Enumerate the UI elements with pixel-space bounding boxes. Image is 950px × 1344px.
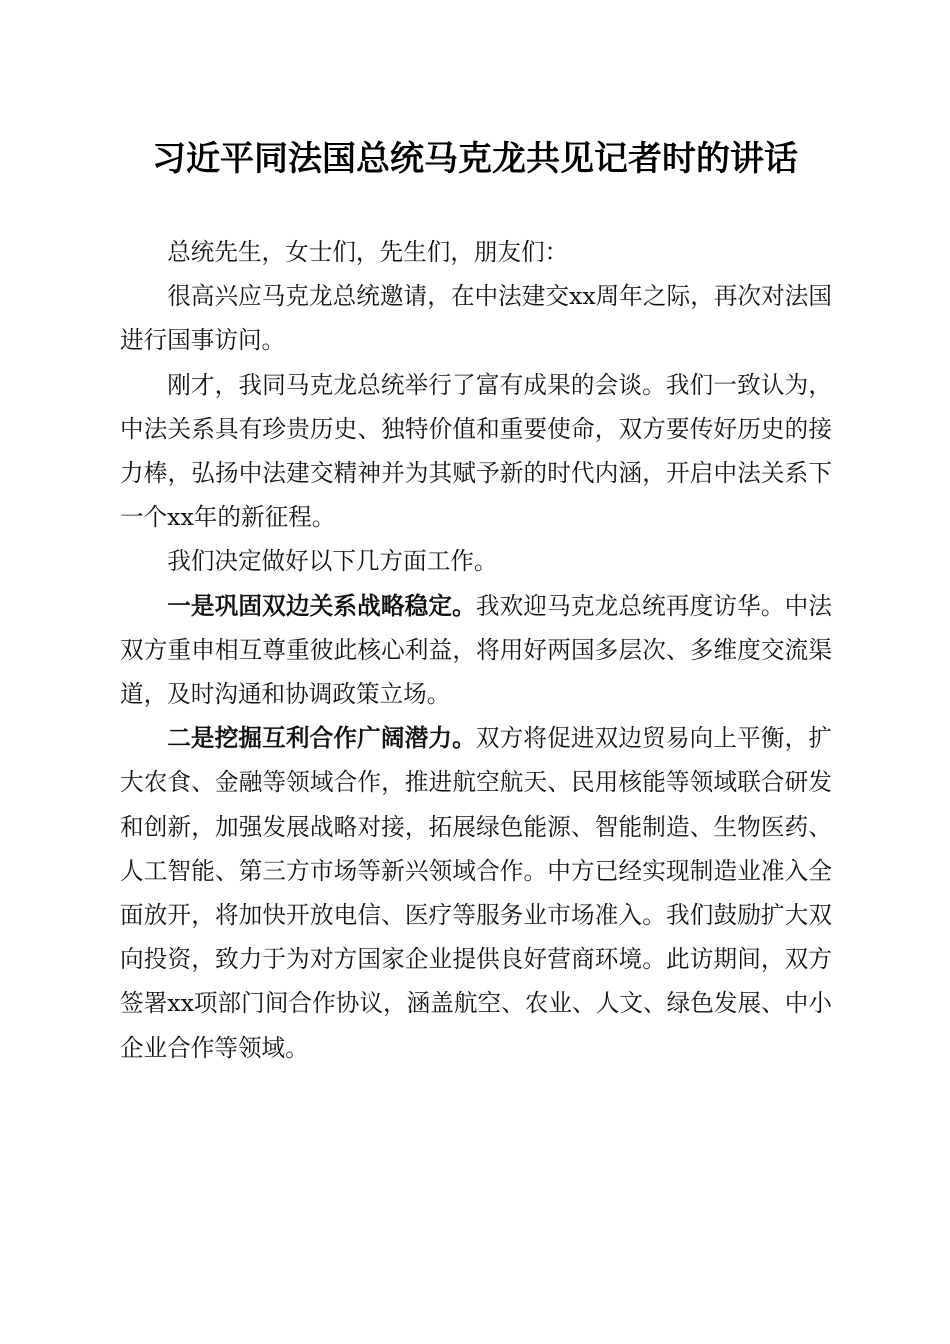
paragraph-lead: 一是巩固双边关系战略稳定。 <box>167 591 476 620</box>
paragraph-text: 我们决定做好以下几方面工作。 <box>167 547 498 576</box>
paragraph-greeting <box>120 230 832 274</box>
paragraph-text: 双方将促进双边贸易向上平衡，扩大农食、金融等领域合作，推进航空航天、民用核能等领域联合研发和创新，加强发展战略对接，拓展绿色能源、智能制造、生物医药、人工智能、第三方市场等新兴领域合作。中方已经实现制造业准入全面放开，将加快开放电信、医疗等服务业市场准入。我们鼓励扩大双向投资，致力于为对方国家企业提供良好营商环境。此访期间，双方签署xx项部门间合作协议，涵盖航空、农业、人文、绿色发展、中小企业合作等领域。 <box>120 724 832 1062</box>
paragraph-work-plan <box>120 539 832 583</box>
paragraph-text: 总统先生，女士们，先生们，朋友们： <box>167 238 569 266</box>
paragraph-talks <box>120 363 832 540</box>
paragraph-text: 刚才，我同马克龙总统举行了富有成果的会谈。我们一致认为，中法关系具有珍贵历史、独特价值和重要使命，双方要传好历史的接力棒，弘扬中法建交精神并为其赋予新的时代内涵，开启中法关系下一个xx年的新征程。 <box>120 370 832 532</box>
paragraph-lead: 二是挖掘互利合作广阔潜力。 <box>167 724 476 753</box>
document-title: 习近平同法国总统马克龙共见记者时的讲话 <box>152 139 798 179</box>
paragraph-text: 很高兴应马克龙总统邀请，在中法建交xx周年之际，再次对法国进行国事访问。 <box>120 282 832 355</box>
paragraph-point-two <box>120 716 832 1070</box>
document-body <box>120 230 832 1070</box>
paragraph-point-one <box>120 584 832 717</box>
paragraph-intro <box>120 274 832 362</box>
paragraph-text: 我欢迎马克龙总统再度访华。中法双方重申相互尊重彼此核心利益，将用好两国多层次、多维度交流渠道，及时沟通和协调政策立场。 <box>120 591 832 709</box>
